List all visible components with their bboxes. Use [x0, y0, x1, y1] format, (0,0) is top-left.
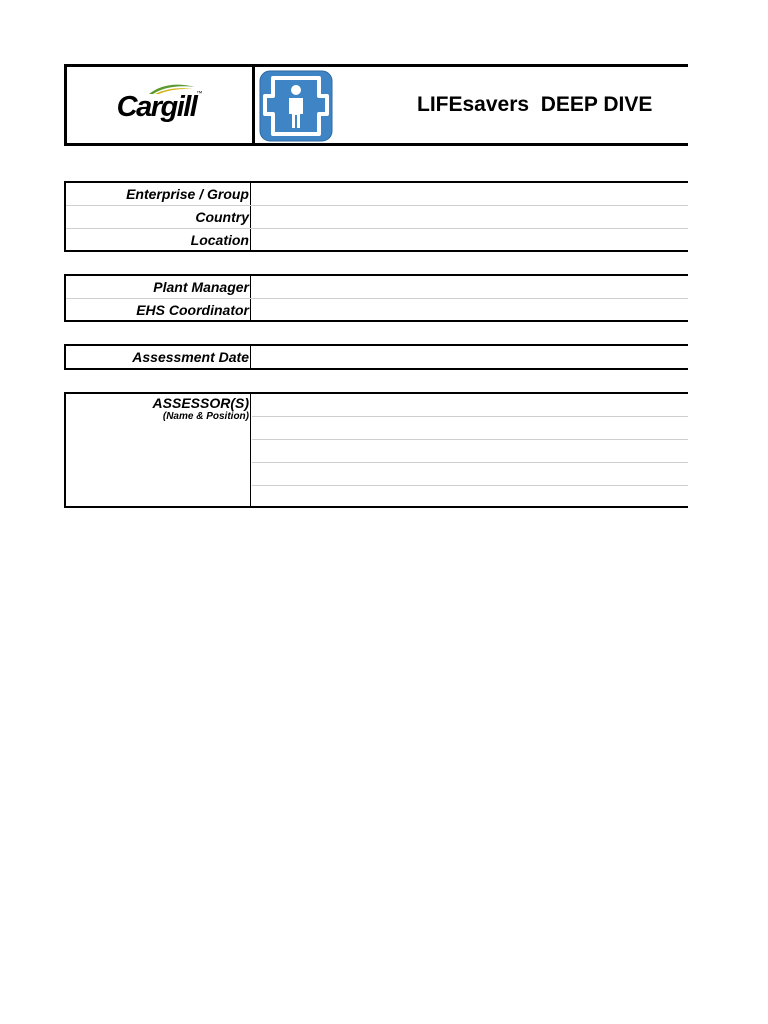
- field-label-country: Country: [66, 206, 251, 228]
- form-row-country: [66, 206, 688, 229]
- assessment-date-field[interactable]: [252, 346, 688, 369]
- form-header: [64, 64, 688, 146]
- country-field[interactable]: [252, 206, 688, 228]
- contacts-section: [64, 274, 688, 322]
- field-label-ehs-coordinator: EHS Coordinator: [66, 299, 251, 322]
- site-info-section: [64, 181, 688, 252]
- field-label-assessment-date: Assessment Date: [66, 346, 251, 369]
- cargill-logo: [117, 91, 203, 124]
- assessor-field-2[interactable]: [252, 417, 688, 440]
- lifesaver-person-icon: [259, 70, 333, 142]
- cargill-leaf-icon: [147, 82, 197, 96]
- assessor-field-1[interactable]: [252, 394, 688, 417]
- trademark-symbol: ™: [196, 90, 203, 97]
- field-label-location: Location: [66, 229, 251, 252]
- assessor-field-4[interactable]: [252, 463, 688, 486]
- assessors-subtitle: (Name & Position): [162, 411, 249, 422]
- assessor-field-5[interactable]: [252, 486, 688, 508]
- form-row-ehs-coordinator: [66, 299, 688, 322]
- field-label-plant-manager: Plant Manager: [66, 276, 251, 298]
- assessors-label-cell: [66, 394, 251, 506]
- field-label-enterprise: Enterprise / Group: [66, 183, 251, 205]
- form-row-enterprise: [66, 183, 688, 206]
- form-row-location: [66, 229, 688, 252]
- logo-cell: [67, 67, 255, 143]
- assessors-entries: [252, 394, 688, 506]
- assessors-title: ASSESSOR(S): [152, 395, 249, 411]
- cargill-logo-text: Cargill: [116, 90, 197, 123]
- location-field[interactable]: [252, 229, 688, 252]
- form-row-plant-manager: [66, 276, 688, 299]
- form-row-assessment-date: [66, 346, 688, 369]
- ehs-coordinator-field[interactable]: [252, 299, 688, 322]
- assessor-field-3[interactable]: [252, 440, 688, 463]
- assessment-date-section: [64, 344, 688, 370]
- form-title: LIFEsavers DEEP DIVE: [417, 93, 653, 116]
- assessors-section: [64, 392, 688, 508]
- plant-manager-field[interactable]: [252, 276, 688, 298]
- enterprise-field[interactable]: [252, 183, 688, 205]
